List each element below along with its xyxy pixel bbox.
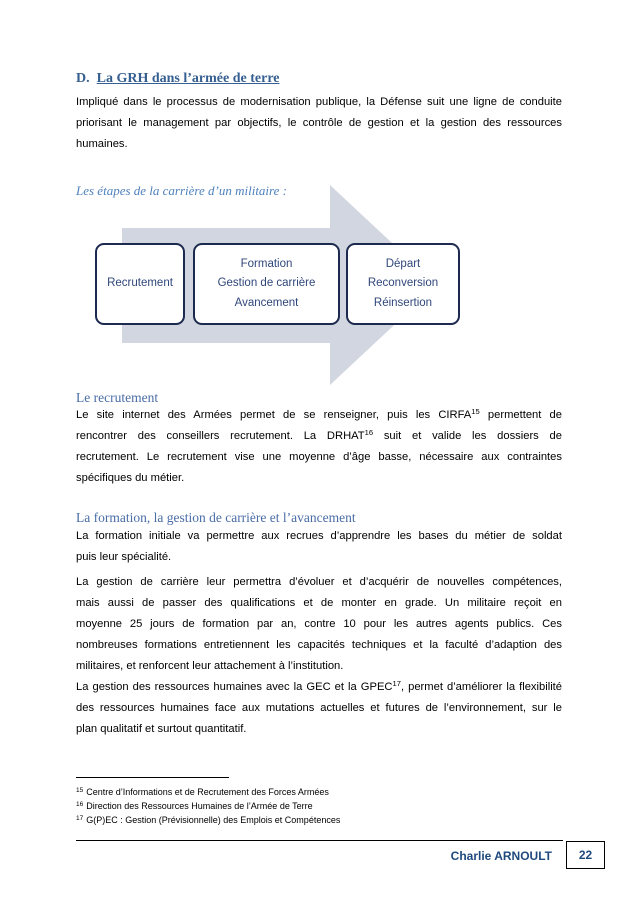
footnote-ref: 16 [364, 428, 374, 437]
step-label: Gestion de carrière [217, 277, 316, 290]
subsection-heading-formation: La formation, la gestion de carrière et l’avancement [76, 510, 356, 525]
section-title: La GRH dans l’armée de terre [96, 71, 280, 86]
text-line: La formation initiale va permettre aux recrues d’apprendre les bases du métier de soldat [76, 530, 562, 542]
intro-paragraph [76, 92, 562, 155]
recrutement-paragraph [76, 405, 562, 489]
section-number: D. [76, 71, 90, 86]
footnotes [76, 785, 562, 827]
footnote-number: 16 [76, 801, 84, 808]
footer-author: Charlie ARNOULT [450, 849, 552, 863]
footnote-separator [76, 777, 229, 778]
step-label: Reconversion [367, 277, 439, 290]
footnote-text: G(P)EC : Gestion (Prévisionnelle) des Emplois et Compétences [86, 815, 341, 825]
page-number: 22 [578, 848, 593, 862]
step-label: Réinsertion [373, 296, 433, 309]
text-line: plan qualitatif et surtout quantitatif. [76, 723, 247, 735]
step-label: Avancement [234, 296, 299, 309]
text-line: mais aussi de passer des qualifications et de monter en grade. Un militaire reçoit en [76, 597, 562, 609]
step-label: Départ [385, 257, 421, 270]
step-label: Recrutement [107, 277, 173, 290]
text-line: humaines. [76, 138, 128, 150]
text-line: La gestion de carrière leur permettra d’évoluer et d’acquérir de nouvelles compétences, [76, 576, 562, 588]
text-segment: rencontrer des conseillers recrutement. La DRHAT [76, 430, 365, 442]
text-line [76, 405, 562, 426]
hr-management-paragraph [76, 677, 562, 740]
text-segment: Le site internet des Armées permet de se renseigner, puis les CIRFA [76, 409, 472, 421]
text-line [76, 677, 562, 698]
footnote [76, 813, 562, 827]
page-number-box [566, 841, 605, 869]
formation-paragraph [76, 526, 562, 568]
text-line: recrutement. Le recrutement vise une moyenne d’âge basse, nécessaire aux contraintes [76, 451, 562, 463]
step-box-depart [346, 243, 460, 325]
text-line: Impliqué dans le processus de modernisation publique, la Défense suit une ligne de conduite [76, 96, 562, 108]
footnote [76, 799, 562, 813]
footer-rule [76, 840, 563, 841]
step-box-recrutement [95, 243, 185, 325]
career-stages-diagram [90, 180, 470, 390]
diagram-caption: Les étapes de la carrière d’un militaire : [76, 183, 287, 198]
subsection-heading-recrutement: Le recrutement [76, 390, 159, 405]
footnote-ref: 17 [392, 679, 401, 688]
text-line: puis leur spécialité. [76, 551, 172, 563]
career-management-paragraph [76, 572, 562, 677]
section-heading [76, 68, 280, 89]
footnote [76, 785, 562, 799]
text-segment: La gestion des ressources humaines avec la GEC et la GPEC [76, 681, 393, 693]
text-segment: suit et valide les dossiers de [373, 430, 562, 442]
step-box-formation [193, 243, 340, 325]
text-line: moyenne 25 jours de formation par an, contre 10 pour les autres agents publics. Ces [76, 618, 562, 630]
text-line [76, 426, 562, 447]
step-label: Formation [240, 257, 293, 270]
text-segment: permettent de [479, 409, 562, 421]
text-line: spécifiques du métier. [76, 472, 185, 484]
text-line: nombreuses formations entretiennent les capacités techniques et la faculté d’adaption des [76, 639, 562, 651]
footnote-ref: 15 [471, 407, 480, 416]
text-line: des ressources humaines face aux mutations actuelles et futures de l’environnement, sur le [76, 702, 562, 714]
footnote-text: Centre d’Informations et de Recrutement des Forces Armées [86, 787, 329, 797]
text-line: militaires, et renforcent leur attachement à l’institution. [76, 660, 344, 672]
text-line: priorisant le management par objectifs, le contrôle de gestion et la gestion des ressources [76, 117, 562, 129]
footnote-number: 17 [76, 815, 84, 822]
text-segment: , permet d’améliorer la flexibilité [400, 681, 562, 693]
footnote-number: 15 [76, 787, 84, 794]
footnote-text: Direction des Ressources Humaines de l’Armée de Terre [86, 801, 313, 811]
